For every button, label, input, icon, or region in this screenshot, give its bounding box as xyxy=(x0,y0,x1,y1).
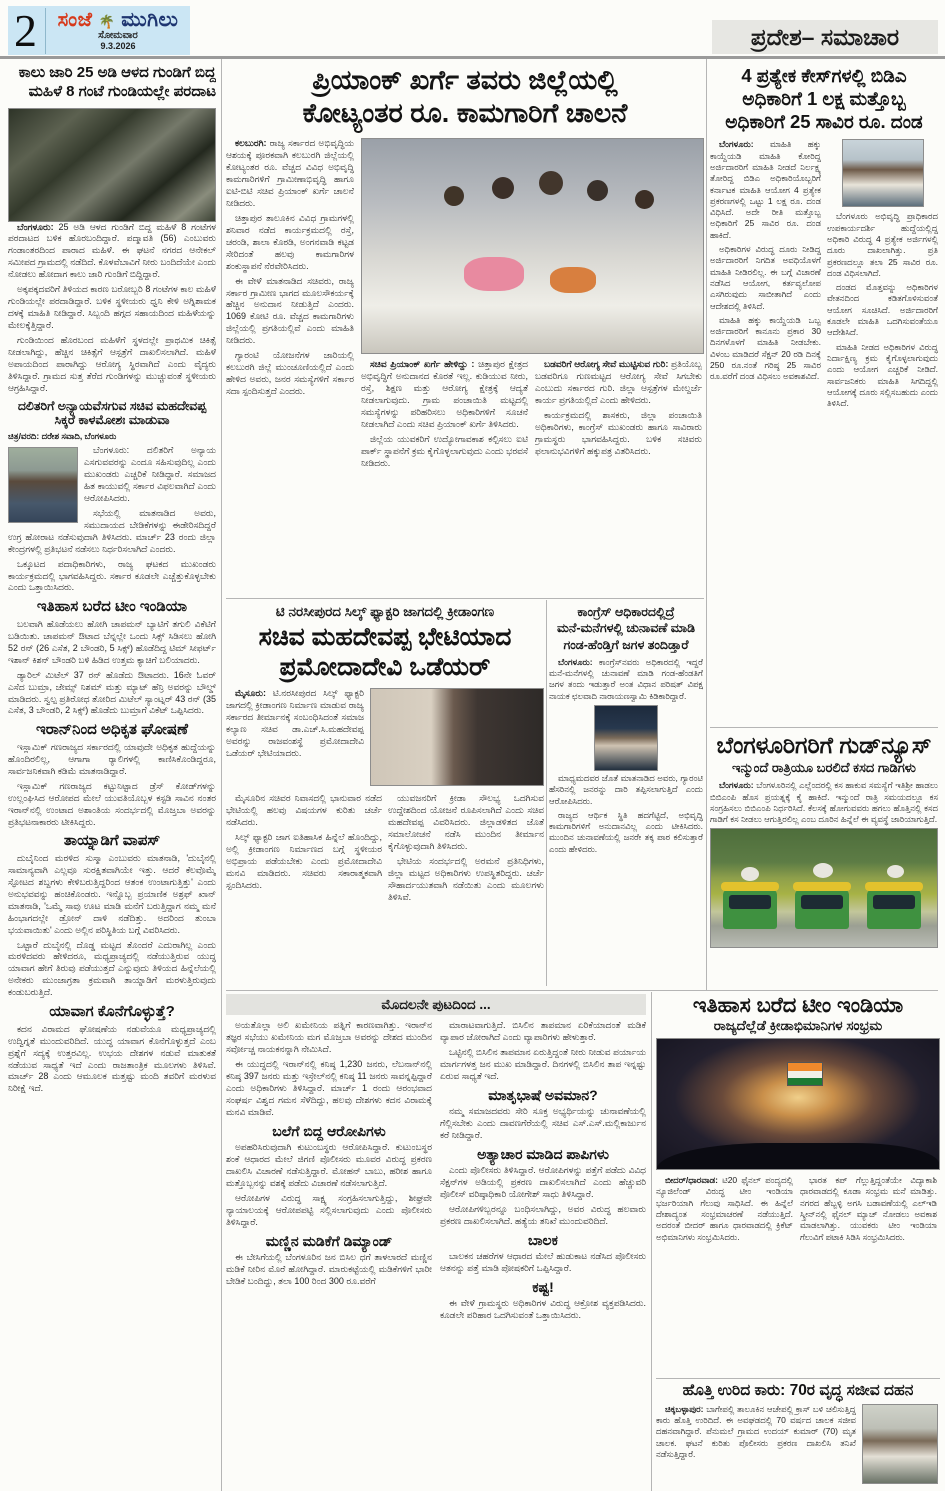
photo-figure xyxy=(444,186,464,206)
paper-name-left: ಸಂಜೆ xyxy=(57,9,93,32)
silk-headline: ಸಚಿವ ಮಹದೇವಪ್ಪ ಭೇಟಿಯಾದ ಪ್ರಮೋದಾದೇವಿ ಒಡೆಯರ್ xyxy=(258,623,512,681)
car-fire-article xyxy=(656,1382,940,1488)
dateline: ಬೆಂಗಳೂರು: xyxy=(558,656,593,667)
column-rule xyxy=(546,600,547,986)
car-fire-text xyxy=(656,1404,856,1484)
main-lede-column xyxy=(226,138,354,568)
car-fire-headline: ಹೊತ್ತಿ ಉರಿದ ಕಾರು: 70ರ ವೃದ್ಧ ಸಜೀವ ದಹನ xyxy=(682,1382,914,1399)
fp-subhead-accused: ಬಲೆಗೆ ಬಿದ್ದ ಆರೋಪಿಗಳು xyxy=(272,1122,386,1139)
bda-paragraph: ಮಾಹಿತಿ ನೀಡದ ಅಧಿಕಾರಿಗಳ ವಿರುದ್ಧ ನಿರ್ದಾಕ್ಷಿಣ್ಯ ಕ್ರಮ ಕೈಗೊಳ್ಳಲಾಗುವುದು ಎಂದು ಆಯೋಗ ಎಚ್ಚರಿಕೆ ನೀಡಿದೆ. ಸಾರ್ವಜನಿಕರು ಮಾಹಿತಿ ಸಿಗದಿದ್ದಲ್ಲಿ ಆಯೋಗಕ್ಕೆ ದೂರು ಸಲ್ಲಿಸಬಹುದು ಎಂದು ತಿಳಿಸಿದೆ. xyxy=(827,341,938,409)
fp-paragraph: ಅಯತೊಲ್ಲಾ ಅಲಿ ಖಮೇನಿಯ ಪತ್ನಿಗೆ ಕಾರಣವಾಗಿತ್ತು. ಇರಾನ್‌ನ ತಜ್ಞರ ಸಭೆಯು ಖಮೇನಿಯ ಮಗ ಮೊಜ್ತಬಾ ಅವರನ್ನು ದೇಶದ ಮುಂದಿನ ಸರ್ವೋಚ್ಚ ನಾಯಕನನ್ನಾಗಿ ನೇಮಿಸಿದೆ. xyxy=(226,1020,432,1054)
bda-paragraph: ಮಾಹಿತಿ ಹಕ್ಕು ಕಾಯ್ದೆಯಡಿ ಮಾಹಿತಿ ಕೋರಿದ್ದ ಅರ್ಜಿದಾರರಿಗೆ ಮಾಹಿತಿ ನೀಡದೆ ನಿರ್ಲಕ್ಷ್ಯ ತೋರಿದ್ದ ಬಿಡಿಎ ಅಧಿಕಾರಿಯೊಬ್ಬರಿಗೆ ಕರ್ನಾಟಕ ಮಾಹಿತಿ ಆಯೋಗ 4 ಪ್ರತ್ಯೇಕ ಪ್ರಕರಣಗಳಲ್ಲಿ ಒಟ್ಟು 1 ಲಕ್ಷ ರೂ. ದಂಡ ವಿಧಿಸಿದೆ. ಅದೇ ರೀತಿ ಮತ್ತೊಬ್ಬ ಅಧಿಕಾರಿಗೆ 25 ಸಾವಿರ ರೂ. ದಂಡ ಹಾಕಿದೆ. xyxy=(710,139,821,240)
fp-paragraph: ಎಂದು ಪೊಲೀಸರು ತಿಳಿಸಿದ್ದಾರೆ. ಆರೋಪಿಗಳನ್ನು ಪತ್ತೆಗೆ ಪಡೆದು ವಿವಿಧ ಸೆಕ್ಷನ್‌ಗಳ ಅಡಿಯಲ್ಲಿ ಪ್ರಕರಣ ದಾಖಲಿಸಲಾಗಿದೆ ಎಂದು ಹೆಚ್ಚುವರಿ ಪೊಲೀಸ್ ವರಿಷ್ಠಾಧಿಕಾರಿ ಯೋಗೇಶ್ ಸಾಧು ತಿಳಿಸಿದ್ದಾರೆ. xyxy=(440,1164,646,1199)
bda-headline: 4 ಪ್ರತ್ಯೇಕ ಕೇಸ್‌ಗಳಲ್ಲಿ ಬಿಡಿಎ ಅಧಿಕಾರಿಗೆ 1 ಲಕ್ಷ ಮತ್ತೊಬ್ಬ ಅಧಿಕಾರಿಗೆ 25 ಸಾವಿರ ರೂ. ದಂಡ xyxy=(725,65,923,133)
bda-column-1 xyxy=(710,139,821,719)
indian-flag-figure xyxy=(787,1062,823,1086)
fp-paragraph: ನಮ್ಮ ಸಮಾಜದವರು ಸೇರಿ ಸೂಕ್ತ ಅಭ್ಯರ್ಥಿಯನ್ನು ಚುನಾವಣೆಯಲ್ಲಿ ಗೆಲ್ಲಿಸಬೇಕು ಎಂದು ದಾವಣಗೆರೆಯಲ್ಲಿ ಸಚಿವ ಎಸ್.ಎಸ್.ಮಲ್ಲಿಕಾರ್ಜುನ ಕರೆ ನೀಡಿದ್ದಾರೆ. xyxy=(440,1105,646,1140)
photo-figure xyxy=(539,171,563,195)
fp-paragraph: ಮಾರಾಟವಾಗುತ್ತಿದೆ. ಬಿಸಿಲಿನ ತಾಪಮಾನ ಏರಿಕೆಯಾದಂತೆ ಮಡಿಕೆ ವ್ಯಾಪಾರ ಜೋರಾಗಿದೆ ಎಂದು ವ್ಯಾಪಾರಿಗಳು ಹೇಳುತ್ತಾರೆ. xyxy=(440,1020,646,1042)
reporter-portrait-photo xyxy=(8,447,78,523)
silk-column-2 xyxy=(388,793,544,961)
pit-paragraph: ಗುಂಡಿಯಿಂದ ಹೊರಬಂದ ಮಹಿಳೆಗೆ ಸ್ಥಳದಲ್ಲೇ ಪ್ರಾಥಮಿಕ ಚಿಕಿತ್ಸೆ ನೀಡಲಾಗಿದ್ದು, ಹೆಚ್ಚಿನ ಚಿಕಿತ್ಸೆಗೆ ಆಸ್ಪತ್ರೆಗೆ ದಾಖಲಿಸಲಾಗಿದೆ. ಮಹಿಳೆ ಅಪಾಯದಿಂದ ಪಾರಾಗಿದ್ದು ಆರೋಗ್ಯ ಸ್ಥಿರವಾಗಿದೆ ಎಂದು ವೈದ್ಯರು ತಿಳಿಸಿದ್ದಾರೆ. ಗ್ರಾಮದ ಸುತ್ತ ತೆರೆದ ಗುಂಡಿಗಳನ್ನು ಮುಚ್ಚುವಂತೆ ಸ್ಥಳೀಯರು ಆಗ್ರಹಿಸಿದ್ದಾರೆ. xyxy=(8,335,216,394)
dateline: ಕಲಬುರಗಿ: xyxy=(235,137,267,148)
garbage-bag-figure xyxy=(887,865,904,878)
column-rule xyxy=(706,59,707,990)
byline: ಚಿತ್ರ/ವರದಿ: ದರೇಶ ಸವಾದಿ, ಬೆಂಗಳೂರು xyxy=(8,430,117,441)
dateline: ಬೆಂಗಳೂರು: xyxy=(719,780,754,791)
bda-officer-portrait xyxy=(842,139,924,207)
cricket-paragraph: ಡ್ಯಾರಿಲ್ ಮಿಟೆಲ್ 37 ರನ್ ಹೊಡೆದು ಔಟಾದರು. 16ನೇ ಓವರ್ ಎಸೆದ ಬುಮ್ರಾ, ಜೇಮ್ಸ್ ನಿಶಮ್ ಮತ್ತು ಮ್ಯಾಟ್ ಹೆನ್ರಿ ಅವರನ್ನು ಬೌಲ್ಡ್ ಮಾಡಿದರು. ಸ್ವಲ್ಪ ಪ್ರತಿರೋಧ ತೋರಿದ ಮಿಟೆಲ್ ಸ್ಯಾಂಟ್ನರ್ 43 ರನ್ (35 ಎಸೆತ, 3 ಬೌಂಡರಿ, 2 ಸಿಕ್ಸ್) ಹೊಡೆದು ಬುಮ್ರಾಗೆ ವಿಕೆಟ್ ಒಪ್ಪಿಸಿದರು. xyxy=(8,669,216,716)
homeland-paragraph: ಒಟ್ಟಾರೆ ದುಬೈನಲ್ಲಿ ದೊಡ್ಡ ಮಟ್ಟದ ತೊಂದರೆ ಎದುರಾಗಿಲ್ಲ ಎಂದು ಮರಳಿದವರು ಹೇಳಿದರೂ, ಮಧ್ಯಪ್ರಾಚ್ಯದಲ್ಲಿ ನಡೆಯುತ್ತಿರುವ ಯುದ್ಧ ಯಾವಾಗ ಹೇಗೆ ತಿರುವು ಪಡೆಯುತ್ತದೆ ಎನ್ನುವುದು ತಿಳಿಯದ ಹಿನ್ನೆಲೆಯಲ್ಲಿ ಅನೇಕರು ಮುಂಜಾಗ್ರತಾ ಕ್ರಮವಾಗಿ ತಾಯ್ನಾಡಿಗೆ ಮರಳುತ್ತಿರುವುದು ಕಂಡುಬರುತ್ತಿದೆ. xyxy=(8,939,216,998)
main-paragraph: ಜಿಲ್ಲೆಯ ಯುವಕರಿಗೆ ಉದ್ಯೋಗಾವಕಾಶ ಕಲ್ಪಿಸಲು ಐಟಿ ಪಾರ್ಕ್ ಸ್ಥಾಪನೆಗೆ ಕ್ರಮ ಕೈಗೊಳ್ಳಲಾಗುವುದು ಎಂದು ಭರವಸೆ ನೀಡಿದರು. xyxy=(361,433,528,468)
when-end-subhead: ಯಾವಾಗ ಕೊನೆಗೊಳ್ಳುತ್ತೆ? xyxy=(49,1003,175,1021)
fans-celebration-flag-photo xyxy=(656,1038,940,1170)
frontpage-continuation xyxy=(226,994,646,1488)
dateline: ಬೀದರ್/ಧಾರವಾಡ: xyxy=(665,1175,718,1186)
main-paragraph: ಚಿತ್ತಾಪುರ ತಾಲೂಕಿನ ವಿವಿಧ ಗ್ರಾಮಗಳಲ್ಲಿ ಶನಿವಾರ ನಡೆದ ಕಾರ್ಯಕ್ರಮದಲ್ಲಿ ರಸ್ತೆ, ಚರಂಡಿ, ಶಾಲಾ ಕೊಠಡಿ, ಅಂಗನವಾಡಿ ಕಟ್ಟಡ ಸೇರಿದಂತೆ ಹಲವು ಕಾಮಗಾರಿಗಳ ಶಂಕುಸ್ಥಾಪನೆ ನೆರವೇರಿಸಿದರು. xyxy=(226,212,354,271)
bda-paragraph: ಮಾಹಿತಿ ಹಕ್ಕು ಕಾಯ್ದೆಯಡಿ ಒಬ್ಬ ಅರ್ಜಿದಾರರಿಗೆ ಕಾನೂನು ಪ್ರಕಾರ 30 ದಿನಗಳೊಳಗೆ ಮಾಹಿತಿ ನೀಡಬೇಕು. ವಿಳಂಬ ಮಾಡಿದರೆ ಸೆಕ್ಷನ್ 20 ರಡಿ ದಿನಕ್ಕೆ 250 ರೂ.ನಂತೆ ಗರಿಷ್ಠ 25 ಸಾವಿರ ರೂ.ವರೆಗೆ ದಂಡ ವಿಧಿಸಲು ಅವಕಾಶವಿದೆ. xyxy=(710,314,821,382)
header-rule xyxy=(0,56,945,59)
dateline: ಚಿಕ್ಕಬಳ್ಳಾಪುರ: xyxy=(665,1403,704,1414)
main-column-2 xyxy=(361,359,528,559)
homeland-subhead: ತಾಯ್ನಾಡಿಗೆ ವಾಪಸ್ xyxy=(63,832,161,850)
pit-article-headline: ಕಾಲು ಜಾರಿ 25 ಅಡಿ ಆಳದ ಗುಂಡಿಗೆ ಬಿದ್ದ ಮಹಿಳೆ 8 ಗಂಟೆ ಗುಂಡಿಯಲ್ಲೇ ಪರದಾಟ xyxy=(18,64,216,100)
page-number: 2 xyxy=(8,8,46,54)
bda-paragraph: ದಂಡದ ಮೊತ್ತವನ್ನು ಅಧಿಕಾರಿಗಳ ವೇತನದಿಂದ ಕಡಿತಗೊಳಿಸುವಂತೆ ಆಯೋಗ ಸೂಚಿಸಿದೆ. ಅರ್ಜಿದಾರರಿಗೆ ಕೂಡಲೇ ಮಾಹಿತಿ ಒದಗಿಸುವಂತೆಯೂ ಆದೇಶಿಸಿದೆ. xyxy=(827,282,938,338)
team-india-celebration-article xyxy=(656,994,940,1374)
chalavadi-narayanaswamy-portrait xyxy=(594,705,658,771)
congress-headline: ಕಾಂಗ್ರೆಸ್ ಆಧಿಕಾರದಲ್ಲಿದ್ರೆ ಮನೆ-ಮನೆಗಳಲ್ಲಿ ಚುನಾವಣೆ ಮಾಡಿ ಗಂಡ-ಹೆಂಡ್ತಿಗೆ ಜಗಳ ತಂದಿಡ್ತಾರೆ xyxy=(557,605,695,652)
frontpage-column-2 xyxy=(440,1020,646,1482)
pit-paragraph: ಅಕ್ಕಪಕ್ಕದವರಿಗೆ ತಿಳಿಯದ ಕಾರಣ ಬರೋಬ್ಬರಿ 8 ಗಂಟೆಗಳ ಕಾಲ ಮಹಿಳೆ ಗುಂಡಿಯಲ್ಲೇ ಪರದಾಡಿದ್ದಾರೆ. ಬಳಿಕ ಸ್ಥಳೀಯರು ಧ್ವನಿ ಕೇಳಿ ಅಗ್ನಿಶಾಮಕ ದಳಕ್ಕೆ ಮಾಹಿತಿ ನೀಡಿದ್ದಾರೆ. ಸಿಬ್ಬಂದಿ ಹಗ್ಗದ ಸಹಾಯದಿಂದ ಮಹಿಳೆಯನ್ನು ಮೇಲಕ್ಕೆತ್ತಿದ್ದಾರೆ. xyxy=(8,284,216,331)
iran-paragraph: ಇಸ್ಲಾಮಿಕ್ ಗಣರಾಜ್ಯದ ಸರ್ಕಾರದಲ್ಲಿ ಯಾವುದೇ ಅಧಿಕೃತ ಹುದ್ದೆಯನ್ನು ಹೊಂದಿರಲಿಲ್ಲ, ಆಗಾಗಾ ರ‍್ಯಾಲಿಗಳಲ್ಲಿ ಕಾಣಿಸಿಕೊಂಡಿದ್ದರೂ, ಸಾರ್ವಜನಿಕವಾಗಿ ಕಡಿಮೆ ಮಾತನಾಡಿದ್ದಾರೆ. xyxy=(8,741,216,776)
main-paragraph: ರಾಜ್ಯ ಸರ್ಕಾರದ ಅಭಿವೃದ್ಧಿಯ ಆಶಯಕ್ಕೆ ಪೂರಕವಾಗಿ ಕಲಬುರಗಿ ಜಿಲ್ಲೆಯಲ್ಲಿ ಕೋಟ್ಯಂತರ ರೂ. ವೆಚ್ಚದ ವಿವಿಧ ಅಭಿವೃದ್ಧಿ ಕಾಮಗಾರಿಗಳಿಗೆ ಗ್ರಾಮೀಣಾಭಿವೃದ್ಧಿ ಹಾಗೂ ಐಟಿ-ಬಿಟಿ ಸಚಿವ ಪ್ರಿಯಾಂಕ್ ಖರ್ಗೆ ಚಾಲನೆ ನೀಡಿದರು. xyxy=(226,137,354,208)
main-paragraph: ಕಾರ್ಯಕ್ರಮದಲ್ಲಿ ಶಾಸಕರು, ಜಿಲ್ಲಾ ಪಂಚಾಯಿತಿ ಅಧಿಕಾರಿಗಳು, ಕಾಂಗ್ರೆಸ್ ಮುಖಂಡರು ಹಾಗೂ ಸಾವಿರಾರು ಗ್ರಾಮಸ್ಥರು ಭಾಗವಹಿಸಿದ್ದರು. ಬಳಿಕ ಸಚಿವರು ಫಲಾನುಭವಿಗಳಿಗೆ ಹಕ್ಕುಪತ್ರ ವಿತರಿಸಿದರು. xyxy=(535,409,702,456)
silk-paragraph: ಟಿ.ನರಸೀಪುರದ ಸಿಲ್ಕ್ ಫ್ಯಾಕ್ಟರಿ ಜಾಗದಲ್ಲಿ ಕ್ರೀಡಾಂಗಣ ನಿರ್ಮಾಣ ಮಾಡುವ ರಾಜ್ಯ ಸರ್ಕಾರದ ತೀರ್ಮಾನಕ್ಕೆ ಸಂಬಂಧಿಸಿದಂತೆ ಸಮಾಜ ಕಲ್ಯಾಣ ಸಚಿವ ಡಾ.ಎಚ್.ಸಿ.ಮಹದೇವಪ್ಪ ಅವರನ್ನು ರಾಜವಂಶಸ್ಥೆ ಪ್ರಮೋದಾದೇವಿ ಒಡೆಯರ್ ಭೇಟಿಯಾದರು. xyxy=(226,688,364,758)
team-india-headline: ಇತಿಹಾಸ ಬರೆದ ಟೀಂ ಇಂಡಿಯಾ xyxy=(692,994,904,1017)
team-india-column-2 xyxy=(800,1175,937,1370)
palm-tree-icon: 🌴 xyxy=(98,14,116,30)
homeland-paragraph: ದುಬೈನಿಂದ ಮರಳಿದ ಸುಸ್ಮಾ ಎಂಬುವರು ಮಾತನಾಡಿ, 'ದುಬೈನಲ್ಲಿ ಸಾಮಾನ್ಯವಾಗಿ ಎಲ್ಲವೂ ಸುರಕ್ಷಿತವಾಗಿಯೇ ಇತ್ತು. ಆದರೆ ಕೆಲವೊಮ್ಮೆ ಸ್ಫೋಟದ ಶಬ್ದಗಳು ಕೇಳಿಬರುತ್ತಿದ್ದರಿಂದ ಆತಂಕ ಉಂಟಾಗುತ್ತಿತ್ತು' ಎಂದು ಅನುಭವವನ್ನು ಹಂಚಿಕೊಂಡರು. ಇನ್ನೊಬ್ಬ ಪ್ರಯಾಣಿಕ ಅಶ್ರಫ್ ಖಾನ್ ಮಾತನಾಡಿ, 'ಒಮ್ಮೆ ಸಾವು ಊಟ ಮಾಡಿ ಮನೆಗೆ ಬರುತ್ತಿದ್ದಾಗ ನಮ್ಮ ಮನೆ ಹಿಂಭಾಗದಲ್ಲೇ ಡ್ರೋನ್ ದಾಳಿ ನಡೆದಿತ್ತು. ಅದರಿಂದ ತುಂಬಾ ಭಯವಾಯಿತು' ಎಂದು ಅಲ್ಲಿನ ಪರಿಸ್ಥಿತಿಯ ಬಗ್ಗೆ ವಿವರಿಸಿದರು. xyxy=(8,852,216,935)
silk-paragraph: ಯುವಜನರಿಗೆ ಕ್ರೀಡಾ ಸೌಲಭ್ಯ ಒದಗಿಸುವ ಉದ್ದೇಶದಿಂದ ಯೋಜನೆ ರೂಪಿಸಲಾಗಿದೆ ಎಂದು ಸಚಿವ ಮಹದೇವಪ್ಪ ವಿವರಿಸಿದರು. ಜಿಲ್ಲಾಡಳಿತದ ಜೊತೆ ಸಮಾಲೋಚನೆ ನಡೆಸಿ ಮುಂದಿನ ತೀರ್ಮಾನ ಕೈಗೊಳ್ಳುವುದಾಗಿ ತಿಳಿಸಿದರು. xyxy=(388,793,544,851)
team-india-paragraph: ಭಾರತ ಕಪ್ ಗೆಲ್ಲುತ್ತಿದ್ದಂತೆಯೇ ವಿದ್ಯಾಕಾಶಿ ಧಾರವಾಡದಲ್ಲಿ ಕೂಡಾ ಸಂಭ್ರಮ ಮನೆ ಮಾಡಿತ್ತು. ನಗರದ ಹೆಬ್ಬಳ್ಳಿ ಅಗಸಿ ಬಡಾವಣೆಯಲ್ಲಿ ಎಲ್‌ಇಡಿ ಸ್ಕ್ರೀನ್‌ನಲ್ಲಿ ಫೈನಲ್ ಮ್ಯಾಚ್ ನೋಡಲು ಅವಕಾಶ ಮಾಡಲಾಗಿತ್ತು. ಯುವಕರು ಟೀಂ ಇಂಡಿಯಾ ಗೆಲುವಿಗೆ ಪಟಾಕಿ ಸಿಡಿಸಿ ಸಂಭ್ರಮಿಸಿದರು. xyxy=(800,1175,937,1242)
paper-name-right: ಮುಗಿಲು xyxy=(121,9,179,32)
crowd-silhouette-figure xyxy=(657,1143,939,1169)
masthead-date: 9.3.2026 xyxy=(100,40,136,51)
ministers-inauguration-photo xyxy=(361,138,704,354)
main-paragraph: ಚಿತ್ತಾಪುರ ಕ್ಷೇತ್ರದ ಅಭಿವೃದ್ಧಿಗೆ ಅನುದಾನದ ಕೊರತೆ ಇಲ್ಲ. ಕುಡಿಯುವ ನೀರು, ರಸ್ತೆ, ಶಿಕ್ಷಣ ಮತ್ತು ಆರೋಗ್ಯ ಕ್ಷೇತ್ರಕ್ಕೆ ಆದ್ಯತೆ ನೀಡಲಾಗುವುದು. ಗ್ರಾಮ ಪಂಚಾಯಿತಿ ಮಟ್ಟದಲ್ಲಿ ಸಮಸ್ಯೆಗಳನ್ನು ಪರಿಹರಿಸಲು ಅಧಿಕಾರಿಗಳಿಗೆ ಸೂಚನೆ ನೀಡಲಾಗಿದೆ ಎಂದು ಸಚಿವ ಪ್ರಿಯಾಂಕ್ ಖರ್ಗೆ ತಿಳಿಸಿದರು. xyxy=(361,358,528,429)
pit-paragraph: ಸಭೆಯಲ್ಲಿ ಮಾತನಾಡಿದ ಅವರು, ಸಮುದಾಯದ ಬೇಡಿಕೆಗಳನ್ನು ಈಡೇರಿಸದಿದ್ದರೆ ಉಗ್ರ ಹೋರಾಟ ನಡೆಸುವುದಾಗಿ ತಿಳಿಸಿದರು. ಮಾರ್ಚ್ 23 ರಂದು ಜಿಲ್ಲಾ ಕೇಂದ್ರಗಳಲ್ಲಿ ಪ್ರತಿಭಟನೆ ನಡೆಸಲು ನಿರ್ಧರಿಸಲಾಗಿದೆ ಎಂದರು. xyxy=(8,507,216,554)
congress-article xyxy=(549,602,703,984)
pramodadevi-mahadevappa-meeting-photo xyxy=(370,688,544,786)
goodnews-article xyxy=(710,731,938,987)
iran-subhead: ಇರಾನ್‌ನಿಂದ ಅಧಿಕೃತ ಘೋಷಣೆ xyxy=(35,721,189,739)
goodnews-subhead: ಇನ್ಮುಂದೆ ರಾತ್ರಿಯೂ ಬರಲಿದೆ ಕಸದ ಗಾಡಿಗಳು xyxy=(732,760,916,776)
runin-subhead: ಸಚಿವ ಪ್ರಿಯಾಂಕ್ ಖರ್ಗೆ ಹೇಳಿದ್ದು : xyxy=(370,358,475,369)
silk-lede-column xyxy=(226,688,364,788)
silk-column-1 xyxy=(226,793,382,961)
fp-subhead-trouble: ಕಷ್ಟ! xyxy=(532,1278,554,1295)
silk-kicker: ಟಿ ನರಸೀಪುರದ ಸಿಲ್ಕ್ ಫ್ಯಾಕ್ಟರಿ ಜಾಗದಲ್ಲಿ ಕ್ರೀಡಾಂಗಣ xyxy=(275,604,495,619)
pit-paragraph: ಬೆಂಗಳೂರು: ದಲಿತರಿಗೆ ಅನ್ಯಾಯ ಎಸಗುವವರನ್ನು ಎಂದೂ ಸಹಿಸುವುದಿಲ್ಲ ಎಂದು ಮುಖಂಡರು ಎಚ್ಚರಿಕೆ ನೀಡಿದ್ದಾರೆ. ಸಮಾಜದ ಹಿತ ಕಾಯುವಲ್ಲಿ ಸರ್ಕಾರ ವಿಫಲವಾಗಿದೆ ಎಂದು ಆರೋಪಿಸಿದರು. xyxy=(84,444,216,503)
pit-paragraph: 25 ಅಡಿ ಆಳದ ಗುಂಡಿಗೆ ಬಿದ್ದ ಮಹಿಳೆ 8 ಗಂಟೆಗಳ ಪರದಾಟದ ಬಳಿಕ ಹೊರಬಂದಿದ್ದಾರೆ. ಪದ್ಮಾವತಿ (56) ಎಂಬುವರು ಗಂಡಾಂತರದಿಂದ ಪಾರಾದ ಮಹಿಳೆ. ಈ ಘಟನೆ ನಗರದ ಆನೇಕಲ್ ಸಮೀಪದ ಗ್ರಾಮದಲ್ಲಿ ನಡೆದಿದೆ. ಕೊಳವೆಬಾವಿಗೆ ನೀರು ಬಂದಿದೆಯೇ ಎಂದು ನೋಡಲು ಹೋದಾಗ ಕಾಲು ಜಾರಿ ಗುಂಡಿಗೆ ಬಿದ್ದಿದ್ದಾರೆ. xyxy=(8,221,216,280)
fp-paragraph: ಅಪಹರಿಸಿರುವುದಾಗಿ ಕುಟುಂಬಸ್ಥರು ಆರೋಪಿಸಿದ್ದಾರೆ. ಕುಟುಂಬಸ್ಥರ ಶಂಕೆ ಆಧಾರದ ಮೇಲೆ ಜಿಗಣಿ ಪೊಲೀಸರು ಮೂವರ ವಿರುದ್ಧ ಪ್ರಕರಣ ದಾಖಲಿಸಿ ವಿಚಾರಣೆ ನಡೆಸುತ್ತಿದ್ದಾರೆ. ಮೋಹನ್ ಬಾಬು, ಹರೀಶ ಹಾಗೂ ಮತ್ತೊಬ್ಬನನ್ನು ವಶಕ್ಕೆ ಪಡೆದು ವಿಚಾರಣೆ ನಡೆಸಲಾಗುತ್ತಿದೆ. xyxy=(226,1141,432,1188)
team-india-column-1 xyxy=(656,1175,793,1370)
fp-paragraph: ಈ ಯುದ್ಧದಲ್ಲಿ ಇರಾನ್‌ನಲ್ಲಿ ಕನಿಷ್ಠ 1,230 ಜನರು, ಲೆಬನಾನ್‌ನಲ್ಲಿ ಕನಿಷ್ಠ 397 ಜನರು ಮತ್ತು ಇಸ್ರೇಲ್‌ನಲ್ಲಿ ಕನಿಷ್ಠ 11 ಜನರು ಸಾವನ್ನಪ್ಪಿದ್ದಾರೆ ಎಂದು ಅಧಿಕಾರಿಗಳು ತಿಳಿಸಿದ್ದಾರೆ. ಮಾರ್ಚ್ 1 ರಂದು ಆರಂಭವಾದ ಸಂಘರ್ಷ ವಿಶ್ವದ ಗಮನ ಸೆಳೆದಿದ್ದು, ಹಲವು ದೇಶಗಳು ಕದನ ವಿರಾಮಕ್ಕೆ ಮನವಿ ಮಾಡಿವೆ. xyxy=(226,1058,432,1117)
cricket-paragraph: ಬಲವಾಗಿ ಹೊಡೆಯಲು ಹೋಗಿ ಚಾಪಮನ್ ಬ್ಯಾಟಿಗೆ ತಗುಲಿ ವಿಕೆಟಿಗೆ ಬಡಿಯಿತು. ಚಾಪಮನ್ ಔಟಾದ ಬೆನ್ನಲ್ಲೇ ಒಂದು ಸಿಕ್ಸ್ ಸಿಡಿಸಲು ಹೋಗಿ 52 ರನ್ (26 ಎಸೆತ, 2 ಬೌಂಡರಿ, 5 ಸಿಕ್ಸ್) ಹೊಡೆದಿದ್ದ ಟಿಮ್ ಸೀಫರ್ಟ್ ಇಶಾನ್ ಕಿಶನ್ ಬೌಂಡರಿ ಬಳಿ ಹಿಡಿದ ಉತ್ತಮ ಕ್ಯಾಚಿಗೆ ಬಲಿಯಾದರು. xyxy=(8,618,216,665)
section-rule xyxy=(710,727,938,728)
fp-paragraph: ಆರೋಪಿಗಳಿಬ್ಬರನ್ನೂ ಬಂಧಿಸಲಾಗಿದ್ದು, ಅವರ ವಿರುದ್ಧ ಹಲವಾರು ಪ್ರಕರಣ ದಾಖಲಿಸಲಾಗಿದೆ. ಹತ್ಯೆಯ ತನಿಖೆ ಮುಂದುವರಿದಿದೆ. xyxy=(440,1203,646,1226)
garbage-autos-photo xyxy=(710,828,938,948)
main-paragraph: ಈ ವೇಳೆ ಮಾತನಾಡಿದ ಸಚಿವರು, ರಾಜ್ಯ ಸರ್ಕಾರ ಗ್ರಾಮೀಣ ಭಾಗದ ಮೂಲಸೌಕರ್ಯಕ್ಕೆ ಹೆಚ್ಚಿನ ಅನುದಾನ ನೀಡುತ್ತಿದೆ ಎಂದರು. 1069 ಕೋಟಿ ರೂ. ವೆಚ್ಚದ ಕಾಮಗಾರಿಗಳು ಜಿಲ್ಲೆಯಲ್ಲಿ ಪ್ರಗತಿಯಲ್ಲಿವೆ ಎಂದು ಮಾಹಿತಿ ನೀಡಿದರು. xyxy=(226,275,354,346)
team-india-paragraph: ಟಿ20 ಫೈನಲ್ ಪಂದ್ಯದಲ್ಲಿ ನ್ಯೂಜಿಲೆಂಡ್ ವಿರುದ್ಧ ಟೀಂ ಇಂಡಿಯಾ ಭರ್ಜರಿಯಾಗಿ ಗೆಲುವು ಸಾಧಿಸಿದೆ. ಈ ಹಿನ್ನೆಲೆ ದೇಶಾದ್ಯಂತ ಸಂಭ್ರಮಾಚರಣೆ ನಡೆಯುತ್ತಿದೆ. ಅದರಂತೆ ಬೀದರ್ ಹಾಗೂ ಧಾರವಾಡದಲ್ಲಿ ಕ್ರಿಕೆಟ್ ಅಭಿಮಾನಿಗಳು ಸಂಭ್ರಮಿಸಿದರು. xyxy=(656,1175,793,1242)
photo-figure xyxy=(635,190,654,209)
congress-paragraph: ಕಾಂಗ್ರೆಸ್‌ನವರು ಅಧಿಕಾರದಲ್ಲಿ ಇದ್ದರೆ ಮನೆ-ಮನೆಗಳಲ್ಲಿ ಚುನಾವಣೆ ಮಾಡಿ ಗಂಡ-ಹೆಂಡತಿಗೆ ಜಗಳ ತಂದು ಇಡುತ್ತಾರೆ ಅಂತ ವಿಧಾನ ಪರಿಷತ್ ವಿಪಕ್ಷ ನಾಯಕ ಛಲವಾದಿ ನಾರಾಯಣಸ್ವಾಮಿ ಕಿಡಿಕಾರಿದ್ದಾರೆ. xyxy=(549,656,703,701)
left-rail xyxy=(8,62,216,1486)
dateline: ಬೆಂಗಳೂರು: xyxy=(719,139,754,150)
car-fire-paragraph: ಬಾಗೇಪಲ್ಲಿ ತಾಲೂಕಿನ ಆಚೇಪಲ್ಲಿ ಕ್ರಾಸ್ ಬಳಿ ಚಲಿಸುತ್ತಿದ್ದ ಕಾರು ಹೊತ್ತಿ ಉರಿದಿದೆ. ಈ ಅವಘಡದಲ್ಲಿ 70 ವರ್ಷದ ಚಾಲಕ ಸಜೀವ ದಹನವಾಗಿದ್ದಾರೆ. ಪೆನುಮಲೆ ಗ್ರಾಮದ ಉದಯ್ ಕುಮಾರ್ (70) ಮೃತ ಚಾಲಕ. ಘಟನೆ ಕುರಿತು ಪೊಲೀಸರು ಪ್ರಕರಣ ದಾಖಲಿಸಿ ತನಿಖೆ ನಡೆಸುತ್ತಿದ್ದಾರೆ. xyxy=(656,1403,856,1459)
photo-figure xyxy=(492,177,514,199)
goodnews-headline: ಬೆಂಗಳೂರಿಗರಿಗೆ ಗುಡ್‌ನ್ಯೂಸ್ xyxy=(716,732,932,758)
dalit-subhead: ದಲಿತರಿಗೆ ಅನ್ಯಾಯವೆಸಗುವ ಸಚಿವ ಮಹದೇವಪ್ಪ ಸಿಕ್ಕರೆ ಕಾಳಮೋಶಃ ಮಾಡುವಾ xyxy=(17,399,207,428)
bda-column-2 xyxy=(827,139,938,719)
pit-paragraph: ಒಕ್ಕೂಟದ ಪದಾಧಿಕಾರಿಗಳು, ರಾಜ್ಯ ಘಟಕದ ಮುಖಂಡರು ಕಾರ್ಯಕ್ರಮದಲ್ಲಿ ಭಾಗವಹಿಸಿದ್ದರು. ಸರ್ಕಾರ ಕೂಡಲೇ ಎಚ್ಚೆತ್ತುಕೊಳ್ಳಬೇಕು ಎಂದು ಒತ್ತಾಯಿಸಿದರು. xyxy=(8,558,216,593)
auto-rickshaw-figure xyxy=(723,889,777,929)
main-paragraph: ಗ್ಯಾರಂಟಿ ಯೋಜನೆಗಳ ಜಾರಿಯಲ್ಲಿ ಕಲಬುರಗಿ ಜಿಲ್ಲೆ ಮುಂಚೂಣಿಯಲ್ಲಿದೆ ಎಂದು ಹೇಳಿದ ಅವರು, ಜನರ ಸಮಸ್ಯೆಗಳಿಗೆ ಸರ್ಕಾರ ಸದಾ ಸ್ಪಂದಿಸುತ್ತದೆ ಎಂದರು. xyxy=(226,350,354,397)
goodnews-paragraph: ಬೆಂಗಳೂರಿನಲ್ಲಿ ಎಲ್ಲೆಂದರಲ್ಲಿ ಕಸ ಹಾಕುವ ಸಮಸ್ಯೆಗೆ ಇತಿಶ್ರೀ ಹಾಡಲು ಬಿಬಿಎಂಪಿ ಹೊಸ ಪ್ರಯತ್ನಕ್ಕೆ ಕೈ ಹಾಕಿದೆ. ಇನ್ಮುಂದೆ ರಾತ್ರಿ ಸಮಯದಲ್ಲೂ ಕಸ ಸಂಗ್ರಹಿಸಲು ಬಿಬಿಎಂಪಿ ನಿರ್ಧರಿಸಿದೆ. ಕೆಲಸಕ್ಕೆ ಹೋಗುವವರು ಹಗಲು ಹೊತ್ತಿನಲ್ಲಿ ಕಸದ ಗಾಡಿಗೆ ಕಸ ನೀಡಲು ಆಗುತ್ತಿರಲಿಲ್ಲ ಎಂಬ ದೂರಿನ ಹಿನ್ನೆಲೆ ಈ ವ್ಯವಸ್ಥೆ ಜಾರಿಯಾಗುತ್ತಿದೆ. xyxy=(710,780,938,825)
fp-paragraph: ಈ ವೇಳೆ ಗ್ರಾಮಸ್ಥರು ಅಧಿಕಾರಿಗಳ ವಿರುದ್ಧ ಆಕ್ರೋಶ ವ್ಯಕ್ತಪಡಿಸಿದರು. ಕೂಡಲೇ ಪರಿಹಾರ ಒದಗಿಸುವಂತೆ ಒತ್ತಾಯಿಸಿದರು. xyxy=(440,1297,646,1320)
team-india-subhead: ಇತಿಹಾಸ ಬರೆದ ಟೀಂ ಇಂಡಿಯಾ xyxy=(36,598,188,616)
main-article xyxy=(226,62,704,596)
bda-paragraph: ಬೆಂಗಳೂರು ಅಭಿವೃದ್ಧಿ ಪ್ರಾಧಿಕಾರದ ಉಪಕಾರ್ಯದರ್ಶಿ ಹುದ್ದೆಯಲ್ಲಿದ್ದ ಅಧಿಕಾರಿ ವಿರುದ್ಧ 4 ಪ್ರತ್ಯೇಕ ಅರ್ಜಿಗಳಲ್ಲಿ ದೂರು ದಾಖಲಾಗಿತ್ತು. ಪ್ರತಿ ಪ್ರಕರಣದಲ್ಲೂ ತಲಾ 25 ಸಾವಿರ ರೂ. ದಂಡ ವಿಧಿಸಲಾಗಿದೆ. xyxy=(827,211,938,278)
silk-factory-article xyxy=(226,602,544,984)
garbage-bag-figure xyxy=(741,867,759,881)
photo-flowers xyxy=(464,257,524,291)
frontpage-bar: ಮೊದಲನೇ ಪುಟದಿಂದ ... xyxy=(226,994,646,1015)
photo-figure xyxy=(587,180,608,201)
masthead xyxy=(8,6,190,55)
section-header: ಪ್ರದೇಶ– ಸಮಾಚಾರ xyxy=(712,20,938,54)
paper-logo xyxy=(46,10,190,51)
fp-subhead-pots: ಮಣ್ಣಿನ ಮಡಿಕೆಗೆ ಡಿಮ್ಯಾಂಡ್ xyxy=(265,1232,393,1249)
column-rule xyxy=(221,59,222,1491)
silk-paragraph: ಭೇಟಿಯ ಸಂದರ್ಭದಲ್ಲಿ ಅರಮನೆ ಪ್ರತಿನಿಧಿಗಳು, ಜಿಲ್ಲಾ ಮಟ್ಟದ ಅಧಿಕಾರಿಗಳು ಉಪಸ್ಥಿತರಿದ್ದರು. ಚರ್ಚೆ ಸೌಹಾರ್ದಯುತವಾಗಿ ನಡೆಯಿತು ಎಂದು ಮೂಲಗಳು ತಿಳಿಸಿವೆ. xyxy=(388,855,544,902)
fp-subhead-language: ಮಾತೃಭಾಷೆ ಅವಮಾನ? xyxy=(488,1086,598,1103)
section-rule xyxy=(226,990,938,991)
silk-paragraph: ಸಿಲ್ಕ್ ಫ್ಯಾಕ್ಟರಿ ಜಾಗ ಐತಿಹಾಸಿಕ ಹಿನ್ನೆಲೆ ಹೊಂದಿದ್ದು, ಅಲ್ಲಿ ಕ್ರೀಡಾಂಗಣ ನಿರ್ಮಾಣದ ಬಗ್ಗೆ ಸ್ಥಳೀಯರ ಅಭಿಪ್ರಾಯ ಪಡೆಯಬೇಕು ಎಂದು ಪ್ರಮೋದಾದೇವಿ ಮನವಿ ಮಾಡಿದರು. ಸಚಿವರು ಸಕಾರಾತ್ಮಕವಾಗಿ ಸ್ಪಂದಿಸಿದರು. xyxy=(226,831,382,890)
main-paragraph: ಪ್ರತಿಯೊಬ್ಬ ಬಡವರಿಗೂ ಗುಣಮಟ್ಟದ ಆರೋಗ್ಯ ಸೇವೆ ಸಿಗಬೇಕು ಎಂಬುದು ಸರ್ಕಾರದ ಗುರಿ. ಜಿಲ್ಲಾ ಆಸ್ಪತ್ರೆಗಳ ಮೇಲ್ದರ್ಜೆ ಕಾರ್ಯ ಪ್ರಗತಿಯಲ್ಲಿದೆ ಎಂದು ಹೇಳಿದರು. xyxy=(535,358,702,405)
section-rule xyxy=(656,1378,940,1379)
team-india-subhead: ರಾಜ್ಯದೆಲ್ಲೆಡೆ ಕ್ರೀಡಾಭಿಮಾನಿಗಳ ಸಂಭ್ರಮ xyxy=(713,1018,883,1034)
fp-paragraph: ಈ ಬೇಸಿಗೆಯಲ್ಲಿ ಬೆಂಗಳೂರಿನ ಜನ ಬಿಸಿಲ ಧಗೆ ತಾಳಲಾರದೆ ಮಣ್ಣಿನ ಮಡಿಕೆ ನೀರಿನ ಮೊರೆ ಹೋಗಿದ್ದಾರೆ. ಮಾರುಕಟ್ಟೆಯಲ್ಲಿ ಮಡಿಕೆಗಳಿಗೆ ಭಾರೀ ಬೇಡಿಕೆ ಬಂದಿದ್ದು, ತಲಾ 100 ರಿಂದ 300 ರೂ.ವರೆಗೆ xyxy=(226,1251,432,1286)
main-headline: ಪ್ರಿಯಾಂಕ್ ಖರ್ಗೆ ತವರು ಜಿಲ್ಲೆಯಲ್ಲಿ ಕೋಟ್ಯಂತರ ರೂ. ಕಾಮಗಾರಿಗೆ ಚಾಲನೆ xyxy=(302,65,628,128)
bda-fine-article xyxy=(710,62,938,724)
fp-subhead-rape: ಅತ್ಯಾಚಾರ ಮಾಡಿದ ಪಾಪಿಗಳು xyxy=(477,1145,609,1162)
when-end-paragraph: ಕದನ ವಿರಾಮದ ಘೋಷಣೆಯ ನಡುವೆಯೂ ಮಧ್ಯಪ್ರಾಚ್ಯದಲ್ಲಿ ಉದ್ವಿಗ್ನತೆ ಮುಂದುವರಿದಿದೆ. ಯುದ್ಧ ಯಾವಾಗ ಕೊನೆಗೊಳ್ಳುತ್ತದೆ ಎಂಬ ಪ್ರಶ್ನೆಗೆ ಸದ್ಯಕ್ಕೆ ಉತ್ತರವಿಲ್ಲ. ಉಭಯ ದೇಶಗಳ ನಡುವೆ ಮಾತುಕತೆ ನಡೆಯುವ ಸಾಧ್ಯತೆ ಇದೆ ಎಂದು ರಾಜತಾಂತ್ರಿಕ ಮೂಲಗಳು ತಿಳಿಸಿವೆ. ಮಾರ್ಚ್ 28 ಎಂದು ಆಮೂಲಕ ಮತ್ತಷ್ಟು ಮಂದಿ ತವರಿಗೆ ಮರಳುವ ನಿರೀಕ್ಷೆ ಇದೆ. xyxy=(8,1023,216,1094)
masthead-day: ಸೋಮವಾರ xyxy=(98,30,138,42)
garbage-bag-figure xyxy=(813,863,833,878)
congress-paragraph: ರಾಜ್ಯದ ಆರ್ಥಿಕ ಸ್ಥಿತಿ ಹದಗೆಟ್ಟಿದೆ, ಅಭಿವೃದ್ಧಿ ಕಾಮಗಾರಿಗಳಿಗೆ ಅನುದಾನವಿಲ್ಲ ಎಂದು ಟೀಕಿಸಿದರು. ಮುಂದಿನ ಚುನಾವಣೆಯಲ್ಲಿ ಜನರೇ ತಕ್ಕ ಪಾಠ ಕಲಿಸುತ್ತಾರೆ ಎಂದು ಹೇಳಿದರು. xyxy=(549,809,703,854)
iran-paragraph: ಇಸ್ಲಾಮಿಕ್ ಗಣರಾಜ್ಯದ ಕಟ್ಟುನಿಟ್ಟಾದ ಡ್ರೆಸ್ ಕೋಡ್‌ಗಳನ್ನು ಉಲ್ಲಂಘಿಸಿದ ಆರೋಪದ ಮೇಲೆ ಯುವತಿಯೊಬ್ಬಳ ಕಸ್ಟಡಿ ಸಾವಿನ ನಂತರ ಇರಾನ್‌ನಲ್ಲಿ ಉಂಟಾದ ಅಶಾಂತಿಯ ಸಂದರ್ಭದಲ್ಲಿ ಮೊಜ್ತಬಾ ಅವರನ್ನು ಪ್ರತಿಭಟನಾಕಾರರು ಟೀಕಿಸಿದ್ದರು. xyxy=(8,780,216,827)
frontpage-column-1 xyxy=(226,1020,432,1482)
silk-paragraph: ಮೈಸೂರಿನ ಸಚಿವರ ನಿವಾಸದಲ್ಲಿ ಭಾನುವಾರ ನಡೆದ ಭೇಟಿಯಲ್ಲಿ ಹಲವು ವಿಷಯಗಳ ಕುರಿತು ಚರ್ಚೆ ನಡೆಸಿದರು. xyxy=(226,793,382,827)
fp-paragraph: ಬಾಲಕನ ಚಹರೆಗಳ ಆಧಾರದ ಮೇಲೆ ಹುಡುಕಾಟ ನಡೆಸಿದ ಪೊಲೀಸರು ಆತನನ್ನು ಪತ್ತೆ ಮಾಡಿ ಪೋಷಕರಿಗೆ ಒಪ್ಪಿಸಿದ್ದಾರೆ. xyxy=(440,1250,646,1273)
fp-paragraph: ಒಟ್ಟಿನಲ್ಲಿ ಬಿಸಿಲಿನ ತಾಪಮಾನ ಏರುತ್ತಿದ್ದಂತೆ ನೀರು ನೀಡುವ ಪರ್ಯಾಯ ಮಾರ್ಗಗಳತ್ತ ಜನ ಮುಖ ಮಾಡಿದ್ದಾರೆ. ದಿನಗಳಲ್ಲಿ ಬಿಸಿಲಿನ ತಾಪ ಇನ್ನಷ್ಟು ಏರುವ ಸಾಧ್ಯತೆ ಇದೆ. xyxy=(440,1046,646,1081)
bda-paragraph: ಅಧಿಕಾರಿಗಳ ವಿರುದ್ಧ ದೂರು ನೀಡಿದ್ದ ಅರ್ಜಿದಾರರಿಗೆ ನಿಗದಿತ ಅವಧಿಯೊಳಗೆ ಮಾಹಿತಿ ನೀಡಿರಲಿಲ್ಲ. ಈ ಬಗ್ಗೆ ವಿಚಾರಣೆ ನಡೆಸಿದ ಆಯೋಗ, ಕರ್ತವ್ಯಲೋಪ ಎಸಗಿರುವುದು ಸಾಬೀತಾಗಿದೆ ಎಂದು ಆದೇಶದಲ್ಲಿ ತಿಳಿಸಿದೆ. xyxy=(710,244,821,311)
main-column-3 xyxy=(535,359,702,559)
fp-subhead-boy: ಬಾಲಕ xyxy=(528,1231,558,1248)
section-rule xyxy=(226,598,704,599)
auto-rickshaw-figure xyxy=(795,889,849,929)
congress-paragraph: ಮಾಧ್ಯಮದವರ ಜೊತೆ ಮಾತನಾಡಿದ ಅವರು, ಗ್ಯಾರಂಟಿ ಹೆಸರಿನಲ್ಲಿ ಜನರನ್ನು ದಾರಿ ತಪ್ಪಿಸಲಾಗುತ್ತಿದೆ ಎಂದು ಆರೋಪಿಸಿದರು. xyxy=(549,772,703,806)
pit-rescue-photo xyxy=(8,108,216,222)
runin-subhead: ಬಡವರಿಗೆ ಆರೋಗ್ಯ ಸೇವೆ ಮುಟ್ಟಿಸುವ ಗುರಿ: xyxy=(544,358,669,369)
column-rule xyxy=(651,992,652,1491)
fp-paragraph: ಆರೋಪಿಗಳ ವಿರುದ್ಧ ಸಾಕ್ಷ್ಯ ಸಂಗ್ರಹಿಸಲಾಗುತ್ತಿದ್ದು, ಶೀಘ್ರವೇ ನ್ಯಾಯಾಲಯಕ್ಕೆ ಆರೋಪಪಟ್ಟಿ ಸಲ್ಲಿಸಲಾಗುವುದು ಎಂದು ಪೊಲೀಸರು ತಿಳಿಸಿದ್ದಾರೆ. xyxy=(226,1192,432,1227)
dateline: ಮೈಸೂರು: xyxy=(235,688,266,698)
elderly-driver-portrait xyxy=(862,1404,938,1484)
photo-flowers xyxy=(550,267,596,293)
dateline: ಬೆಂಗಳೂರು: xyxy=(17,221,54,232)
auto-rickshaw-figure xyxy=(867,889,921,929)
